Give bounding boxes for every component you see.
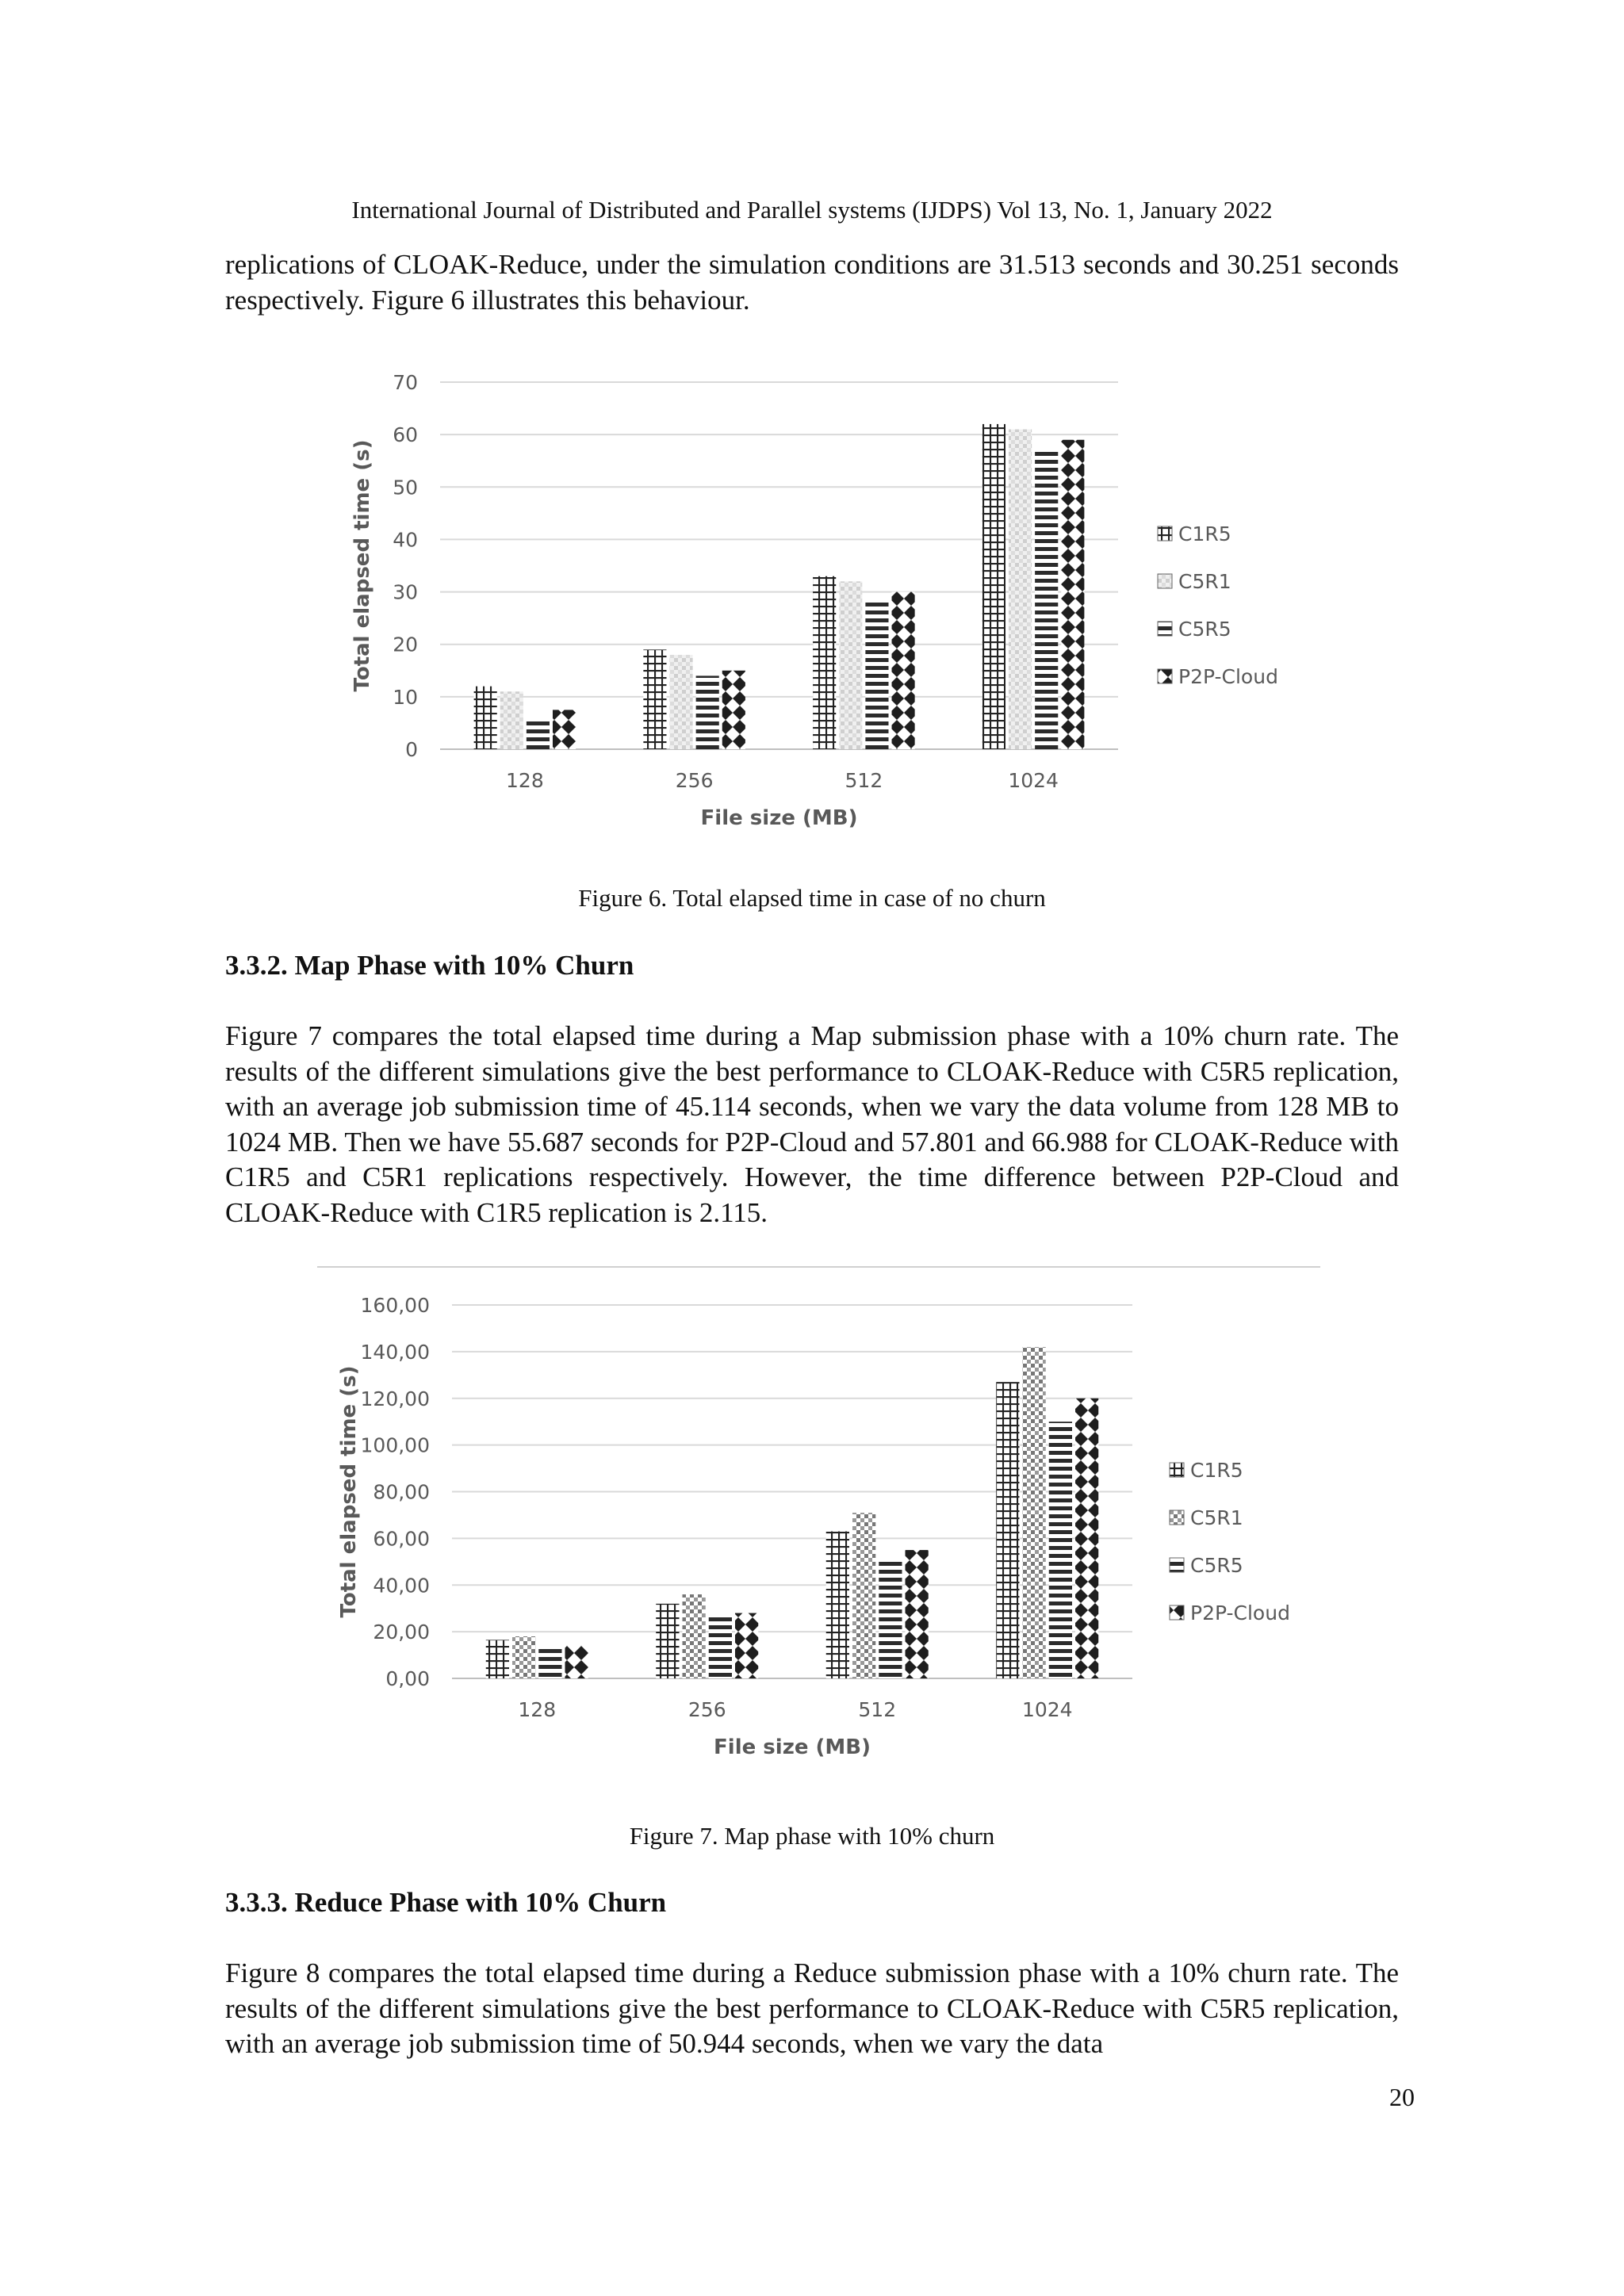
figure6-chart bbox=[333, 349, 1332, 856]
figure6-caption: Figure 6. Total elapsed time in case of no churn bbox=[578, 884, 1046, 912]
bar-p2p-cloud-1024 bbox=[1061, 440, 1084, 749]
legend-swatch-c5r1 bbox=[1158, 574, 1172, 588]
bar-c5r1-256 bbox=[683, 1594, 706, 1678]
x-tick-label: 128 bbox=[518, 1698, 557, 1721]
x-axis-label: File size (MB) bbox=[700, 806, 858, 830]
bar-p2p-cloud-128 bbox=[553, 710, 576, 749]
bar-c1r5-128 bbox=[474, 687, 497, 749]
bar-c1r5-256 bbox=[643, 649, 666, 749]
legend-label-c5r1: C5R1 bbox=[1190, 1506, 1243, 1529]
bar-c5r5-1024 bbox=[1049, 1422, 1072, 1678]
section-333-paragraph: Figure 8 compares the total elapsed time during a Reduce submission phase with a 10% churn rate. The results of the different simulations give the best performance to CLOAK-Reduce with C5R5 replication, with an average job submission time of 50.944 seconds, when we vary the data bbox=[225, 1957, 1399, 2059]
y-tick-label: 100,00 bbox=[360, 1433, 430, 1457]
bar-p2p-cloud-1024 bbox=[1075, 1399, 1098, 1678]
figure7-chart bbox=[317, 1261, 1348, 1800]
y-tick-label: 0 bbox=[405, 738, 418, 761]
bar-c5r5-256 bbox=[696, 675, 719, 749]
legend-label-c5r5: C5R5 bbox=[1178, 618, 1231, 641]
section-332-title: 3.3.2. Map Phase with 10% Churn bbox=[225, 950, 634, 981]
y-tick-label: 70 bbox=[393, 371, 418, 394]
y-tick-label: 0,00 bbox=[385, 1667, 430, 1690]
legend-label-c5r5: C5R5 bbox=[1190, 1554, 1243, 1577]
bar-c1r5-1024 bbox=[996, 1382, 1019, 1678]
y-tick-label: 60,00 bbox=[373, 1527, 430, 1551]
legend-label-c5r1: C5R1 bbox=[1178, 570, 1231, 593]
legend-swatch-c5r1 bbox=[1170, 1510, 1184, 1525]
legend-swatch-c5r5 bbox=[1170, 1558, 1184, 1572]
bar-c5r5-128 bbox=[527, 718, 550, 749]
bar-c5r1-1024 bbox=[1023, 1347, 1046, 1678]
legend-swatch-p2p-cloud bbox=[1158, 669, 1172, 683]
running-header: International Journal of Distributed and Parallel systems (IJDPS) Vol 13, No. 1, January 2022 bbox=[351, 196, 1273, 224]
legend-label-p2p-cloud: P2P-Cloud bbox=[1190, 1601, 1290, 1624]
bar-c1r5-128 bbox=[486, 1640, 509, 1678]
bar-c5r1-128 bbox=[512, 1636, 535, 1678]
y-tick-label: 20 bbox=[393, 633, 418, 656]
bar-c5r5-256 bbox=[709, 1616, 732, 1678]
section-333-title: 3.3.3. Reduce Phase with 10% Churn bbox=[225, 1887, 667, 1918]
legend-swatch-c1r5 bbox=[1170, 1463, 1184, 1477]
bar-c5r1-512 bbox=[839, 581, 862, 749]
bar-c5r5-512 bbox=[879, 1559, 902, 1678]
bar-p2p-cloud-128 bbox=[565, 1646, 588, 1678]
y-tick-label: 60 bbox=[393, 423, 418, 447]
x-axis-label: File size (MB) bbox=[714, 1735, 871, 1759]
y-axis-label: Total elapsed time (s) bbox=[350, 439, 374, 692]
bar-p2p-cloud-256 bbox=[735, 1613, 758, 1678]
bar-c5r1-256 bbox=[669, 655, 692, 749]
x-tick-label: 512 bbox=[858, 1698, 897, 1721]
y-tick-label: 120,00 bbox=[360, 1387, 430, 1410]
bar-c1r5-256 bbox=[656, 1604, 679, 1678]
x-tick-label: 512 bbox=[845, 769, 883, 792]
legend-swatch-p2p-cloud bbox=[1170, 1605, 1184, 1620]
bar-p2p-cloud-256 bbox=[722, 671, 745, 749]
x-tick-label: 256 bbox=[675, 769, 714, 792]
bar-c5r5-512 bbox=[865, 599, 888, 749]
legend-swatch-c1r5 bbox=[1158, 526, 1172, 541]
y-tick-label: 30 bbox=[393, 580, 418, 604]
bar-c5r1-1024 bbox=[1009, 430, 1032, 749]
y-axis-label: Total elapsed time (s) bbox=[337, 1365, 361, 1618]
x-tick-label: 1024 bbox=[1021, 1698, 1073, 1721]
bar-c1r5-512 bbox=[826, 1532, 849, 1678]
section-332-paragraph: Figure 7 compares the total elapsed time during a Map submission phase with a 10% churn rate. The results of the different simulations give the best performance to CLOAK-Reduce with C5R5 replication, with an average job submission time of 45.114 seconds, when we vary the data volume from 128 MB to 1024 MB. Then we have 55.687 seconds for P2P-Cloud and 57.801 and 66.988 for CLOAK-Reduce with C1R5 and C5R1 replications respectively. However, the time difference between P2P-Cloud and CLOAK-Reduce with C1R5 replication is 2.115. bbox=[225, 1020, 1399, 1228]
y-tick-label: 40,00 bbox=[373, 1574, 430, 1598]
bar-p2p-cloud-512 bbox=[905, 1550, 928, 1678]
bar-c5r1-128 bbox=[500, 691, 523, 749]
y-tick-label: 10 bbox=[393, 685, 418, 709]
y-tick-label: 40 bbox=[393, 528, 418, 552]
x-tick-label: 1024 bbox=[1008, 769, 1059, 792]
bar-p2p-cloud-512 bbox=[892, 592, 915, 749]
bar-c1r5-1024 bbox=[982, 424, 1005, 749]
y-tick-label: 80,00 bbox=[373, 1480, 430, 1504]
bar-c1r5-512 bbox=[813, 576, 836, 749]
bar-c5r5-1024 bbox=[1035, 450, 1058, 749]
x-tick-label: 256 bbox=[688, 1698, 726, 1721]
y-tick-label: 140,00 bbox=[360, 1340, 430, 1364]
x-tick-label: 128 bbox=[506, 769, 544, 792]
legend-label-c1r5: C1R5 bbox=[1190, 1459, 1243, 1482]
figure7-caption: Figure 7. Map phase with 10% churn bbox=[629, 1822, 995, 1850]
y-tick-label: 50 bbox=[393, 476, 418, 499]
y-tick-label: 20,00 bbox=[373, 1621, 430, 1644]
bar-c5r1-512 bbox=[852, 1513, 875, 1678]
y-tick-label: 160,00 bbox=[360, 1294, 430, 1317]
legend-label-p2p-cloud: P2P-Cloud bbox=[1178, 665, 1278, 688]
bar-c5r5-128 bbox=[538, 1648, 561, 1678]
legend-label-c1r5: C1R5 bbox=[1178, 522, 1231, 545]
legend-swatch-c5r5 bbox=[1158, 622, 1172, 636]
intro-paragraph: replications of CLOAK-Reduce, under the simulation conditions are 31.513 seconds and 30.251 seconds respectively. Figure 6 illustrates this behaviour. bbox=[225, 249, 1399, 316]
page-number: 20 bbox=[1389, 2083, 1415, 2111]
